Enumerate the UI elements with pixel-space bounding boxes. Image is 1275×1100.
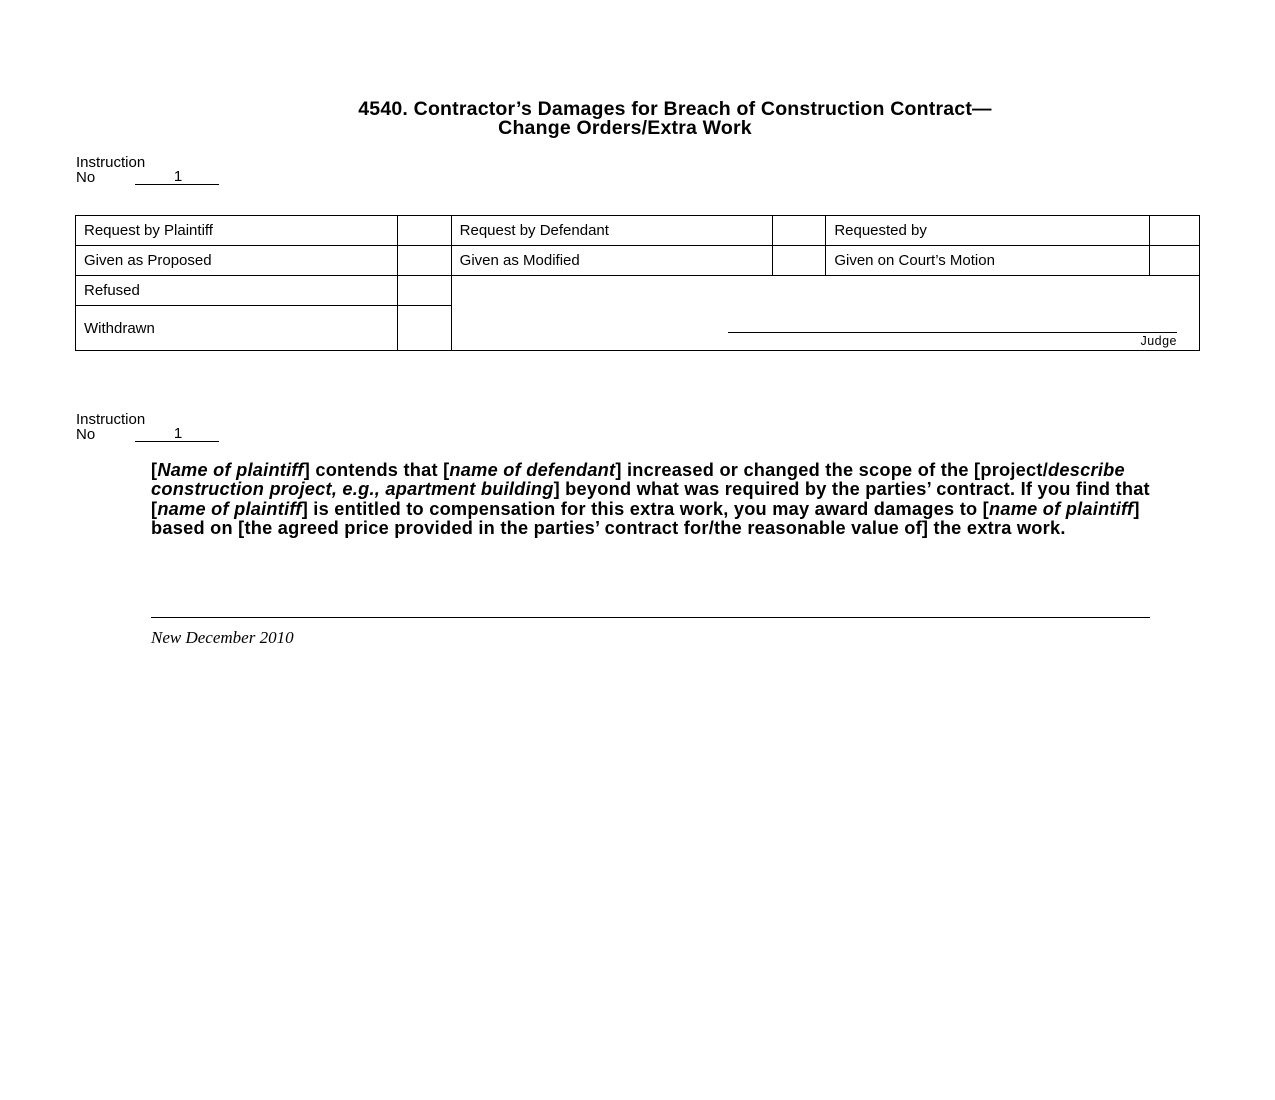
instruction-text-segment: ] is entitled to compensation for this extra work, you may award damages to [: [301, 498, 989, 519]
instruction-text-segment: ] beyond what was required by the parties’ contract. If you find that [: [151, 479, 1150, 519]
instruction-title: 4540. Contractor’s Damages for Breach of Construction Contract—: [358, 98, 992, 120]
instruction-no-value: 1: [135, 170, 219, 185]
instruction-label: Instruction: [76, 411, 146, 428]
given-as-proposed-label: Given as Proposed: [76, 246, 398, 276]
requested-by-checkbox[interactable]: [1150, 216, 1200, 246]
withdrawn-checkbox[interactable]: [397, 306, 451, 351]
request-by-defendant-checkbox[interactable]: [773, 216, 826, 246]
requested-by-label: Requested by: [826, 216, 1150, 246]
request-by-plaintiff-checkbox[interactable]: [397, 216, 451, 246]
instruction-no-value: 1: [135, 427, 219, 442]
given-on-courts-motion-label: Given on Court’s Motion: [826, 246, 1150, 276]
instruction-no-label: No: [76, 426, 96, 443]
instruction-number-header: [76, 155, 219, 185]
revision-note: New December 2010: [151, 628, 294, 647]
judge-signature-area: [451, 276, 1199, 351]
request-by-defendant-label: Request by Defendant: [451, 216, 773, 246]
instruction-text: [151, 461, 1151, 538]
withdrawn-label: Withdrawn: [76, 306, 398, 351]
placeholder-text: describe construction project, e.g., apartment building: [151, 460, 1125, 500]
instruction-text-segment: ] contends that [: [303, 460, 450, 480]
instruction-text-segment: ] based on [the agreed price provided in the parties’ contract for/the reasonable value of] the extra work.: [151, 498, 1140, 538]
judge-label: Judge: [1140, 334, 1177, 348]
placeholder-text: Name of plaintiff: [157, 460, 304, 480]
given-as-proposed-checkbox[interactable]: [397, 246, 451, 276]
instruction-no-label: No: [76, 169, 96, 186]
footer-divider: [151, 617, 1150, 618]
instruction-text-segment: ] increased or changed the scope of the [project/: [615, 460, 1049, 480]
instruction-label: Instruction: [76, 154, 146, 171]
given-as-modified-label: Given as Modified: [451, 246, 773, 276]
judge-signature-line[interactable]: [728, 332, 1177, 333]
placeholder-text: name of plaintiff: [157, 498, 302, 519]
placeholder-text: name of plaintiff: [988, 498, 1134, 519]
given-on-courts-motion-checkbox[interactable]: [1150, 246, 1200, 276]
instruction-text-segment: [: [151, 460, 158, 480]
request-disposition-table: [75, 215, 1200, 351]
given-as-modified-checkbox[interactable]: [773, 246, 826, 276]
refused-checkbox[interactable]: [397, 276, 451, 306]
instruction-subtitle: Change Orders/Extra Work: [498, 117, 752, 139]
placeholder-text: name of defendant: [449, 460, 616, 480]
request-by-plaintiff-label: Request by Plaintiff: [76, 216, 398, 246]
refused-label: Refused: [76, 276, 398, 306]
instruction-number-body: [76, 412, 219, 442]
